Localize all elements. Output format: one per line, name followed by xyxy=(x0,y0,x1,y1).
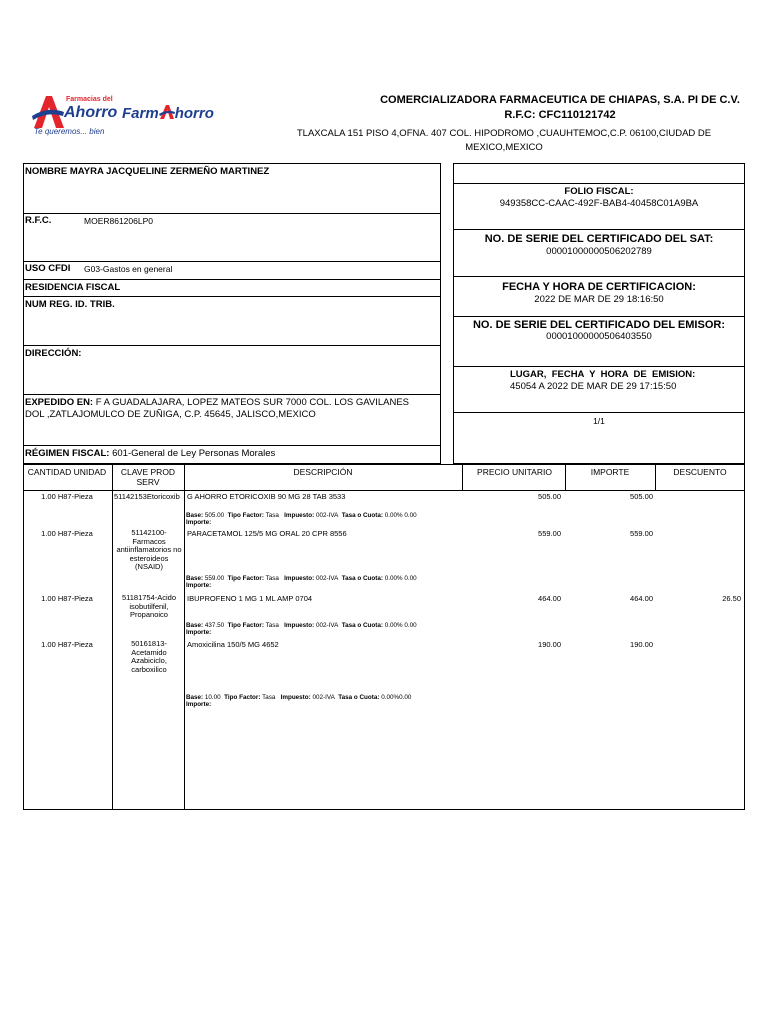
fecha-cert-label: FECHA Y HORA DE CERTIFICACION: xyxy=(502,281,696,293)
cell-importe: 505.00 xyxy=(630,492,653,501)
direccion-label: DIRECCIÓN: xyxy=(25,348,82,359)
cell-cantidad: 1.00 H87-Pieza xyxy=(41,529,93,538)
divider xyxy=(23,445,441,446)
cell-descripcion: IBUPROFENO 1 MG 1 ML AMP 0704 xyxy=(187,594,313,603)
divider xyxy=(23,261,441,262)
divider xyxy=(453,229,745,230)
importe-label: Importe: xyxy=(186,701,212,708)
tasa-label: Tasa o Cuota: xyxy=(341,512,383,519)
cell-clave: 50161813-Acetamido Azabiciclo, carboxilico xyxy=(131,639,167,674)
divider xyxy=(453,183,745,184)
divider xyxy=(23,296,441,297)
tasa-value: 0.00% xyxy=(384,512,403,519)
tipo-value: Tasa xyxy=(265,512,279,519)
tasa-importe-value: 0.00 xyxy=(404,512,417,519)
serie-sat-value: 00001000000506202789 xyxy=(546,246,652,257)
header-cantidad: CANTIDAD UNIDAD xyxy=(27,467,107,477)
cell-descuento: 26.50 xyxy=(722,594,741,603)
col-divider xyxy=(184,464,185,810)
tipo-value: Tasa xyxy=(265,575,279,582)
company-address-line1: TLAXCALA 151 PISO 4,OFNA. 407 COL. HIPODROMO ,CUAUHTEMOC,C.P. 06100,CIUDAD DE xyxy=(296,128,712,139)
divider xyxy=(23,394,441,395)
divider xyxy=(453,276,745,277)
brand2-prefix: Farm xyxy=(122,105,159,122)
header-importe: IMPORTE xyxy=(590,467,630,477)
impuesto-label: Impuesto: xyxy=(280,694,311,701)
tasa-importe-value: 0.00 xyxy=(404,622,417,629)
uso-cfdi-value: G03-Gastos en general xyxy=(84,264,173,274)
regimen-value: 601-General de Ley Personas Morales xyxy=(112,448,276,459)
client-rfc-label: R.F.C. xyxy=(25,215,52,226)
cell-cantidad: 1.00 H87-Pieza xyxy=(41,492,93,501)
serie-sat-label: NO. DE SERIE DEL CERTIFICADO DEL SAT: xyxy=(484,233,714,245)
tasa-importe-value: 0.00 xyxy=(399,694,412,701)
cell-precio: 505.00 xyxy=(538,492,561,501)
tipo-label: Tipo Factor: xyxy=(227,512,264,519)
ahorro-a-icon xyxy=(30,94,66,130)
fecha-cert-value: 2022 DE MAR DE 29 18:16:50 xyxy=(534,294,664,305)
col-divider xyxy=(112,464,113,810)
base-value: 437.50 xyxy=(204,622,225,629)
page-number: 1/1 xyxy=(593,416,605,426)
tax-line xyxy=(186,622,417,629)
serie-emisor-value: 00001000000506403550 xyxy=(546,331,652,342)
logo-farmacias-del-ahorro xyxy=(30,92,118,138)
impuesto-value: 002-IVA xyxy=(315,575,339,582)
cell-importe: 190.00 xyxy=(630,640,653,649)
importe-label: Importe: xyxy=(186,582,212,589)
tax-line xyxy=(186,512,417,519)
cell-descripcion: PARACETAMOL 125/5 MG ORAL 20 CPR 8556 xyxy=(187,529,347,538)
impuesto-label: Impuesto: xyxy=(284,575,315,582)
divider xyxy=(453,412,745,413)
tipo-label: Tipo Factor: xyxy=(224,694,261,701)
regimen-label: RÉGIMEN FISCAL: xyxy=(25,448,110,459)
header-descuento: DESCUENTO xyxy=(673,467,727,477)
tasa-value: 0.00% xyxy=(381,694,400,701)
cell-descripcion: G AHORRO ETORICOXIB 90 MG 28 TAB 3533 xyxy=(187,492,346,501)
tasa-label: Tasa o Cuota: xyxy=(338,694,380,701)
client-name: NOMBRE MAYRA JACQUELINE ZERMEÑO MARTINEZ xyxy=(25,166,270,177)
impuesto-value: 002-IVA xyxy=(312,694,335,701)
tipo-value: Tasa xyxy=(265,622,279,629)
brand-top-text: Farmacias del xyxy=(66,96,113,103)
tax-line xyxy=(186,694,411,701)
cell-importe: 464.00 xyxy=(630,594,653,603)
impuesto-label: Impuesto: xyxy=(284,512,315,519)
cell-clave: 51142153Etoricoxib xyxy=(114,492,180,501)
lugar-emision-value: 45054 A 2022 DE MAR DE 29 17:15:50 xyxy=(510,381,677,392)
header-descripcion: DESCRIPCIÓN xyxy=(293,467,353,477)
table-header-divider xyxy=(23,490,745,491)
brand2-suffix: horro xyxy=(174,105,214,122)
cell-descripcion: Amoxicilina 150/5 MG 4652 xyxy=(187,640,279,649)
header-precio: PRECIO UNITARIO xyxy=(477,467,552,477)
base-label: Base: xyxy=(186,694,204,701)
brand-main-text: Ahorro xyxy=(64,104,118,121)
folio-fiscal-label: FOLIO FISCAL: xyxy=(564,186,634,197)
cell-precio: 464.00 xyxy=(538,594,561,603)
cell-clave: 51181754-Acido isobutilfenil, Propanoico xyxy=(121,593,177,619)
regimen-fiscal xyxy=(25,448,275,459)
base-label: Base: xyxy=(186,512,204,519)
tasa-label: Tasa o Cuota: xyxy=(341,575,383,582)
cell-cantidad: 1.00 H87-Pieza xyxy=(41,594,93,603)
impuesto-label: Impuesto: xyxy=(284,622,315,629)
tasa-value: 0.00% xyxy=(384,622,403,629)
base-value: 559.00 xyxy=(204,575,225,582)
col-divider xyxy=(462,464,463,490)
folio-fiscal-value: 949358CC-CAAC-492F-BAB4-40458C01A9BA xyxy=(499,198,699,209)
impuesto-value: 002-IVA xyxy=(315,512,339,519)
expedido-value-1: F A GUADALAJARA, LOPEZ MATEOS SUR 7000 COL. LOS GAVILANES xyxy=(95,397,410,408)
cell-precio: 190.00 xyxy=(538,640,561,649)
uso-cfdi-label: USO CFDI xyxy=(25,263,71,274)
tasa-value: 0.00% xyxy=(384,575,403,582)
cell-clave: 51142100-Farmacos antiinflamatorios no esteroideos (NSAID) xyxy=(116,528,182,571)
base-value: 505.00 xyxy=(204,512,225,519)
divider xyxy=(453,366,745,367)
divider xyxy=(23,213,441,214)
tax-line xyxy=(186,575,417,582)
tipo-label: Tipo Factor: xyxy=(227,622,264,629)
serie-emisor-label: NO. DE SERIE DEL CERTIFICADO DEL EMISOR: xyxy=(472,319,725,331)
cell-importe: 559.00 xyxy=(630,529,653,538)
logo-farmahorro xyxy=(122,104,218,126)
client-rfc-value: MOER861206LP0 xyxy=(84,216,153,226)
num-reg-label: NUM REG. ID. TRIB. xyxy=(25,299,115,310)
base-value: 10.00 xyxy=(204,694,221,701)
expedido-line1 xyxy=(25,397,409,408)
tipo-label: Tipo Factor: xyxy=(227,575,264,582)
company-name: COMERCIALIZADORA FARMACEUTICA DE CHIAPAS, S.A. PI DE C.V. xyxy=(380,94,740,106)
cell-precio: 559.00 xyxy=(538,529,561,538)
company-rfc: R.F.C: CFC110121742 xyxy=(504,109,616,121)
company-address-line2: MEXICO,MEXICO xyxy=(465,142,543,153)
tasa-importe-value: 0.00 xyxy=(404,575,417,582)
divider xyxy=(453,316,745,317)
expedido-line2: DOL ,ZATLAJOMULCO DE ZUÑIGA, C.P. 45645, JALISCO,MEXICO xyxy=(25,409,316,420)
slogan-text: Te queremos... bien xyxy=(34,127,105,136)
cell-cantidad: 1.00 H87-Pieza xyxy=(41,640,93,649)
divider xyxy=(23,345,441,346)
header-clave: CLAVE PROD SERV xyxy=(120,467,176,487)
residencia-fiscal-label: RESIDENCIA FISCAL xyxy=(25,282,121,293)
tipo-value: Tasa xyxy=(262,694,276,701)
importe-label: Importe: xyxy=(186,519,212,526)
expedido-label: EXPEDIDO EN: xyxy=(25,397,94,408)
importe-label: Importe: xyxy=(186,629,212,636)
tasa-label: Tasa o Cuota: xyxy=(341,622,383,629)
lugar-emision-label: LUGAR, FECHA Y HORA DE EMISION: xyxy=(510,369,696,380)
base-label: Base: xyxy=(186,622,204,629)
divider xyxy=(23,279,441,280)
brand2-a-icon xyxy=(159,104,175,120)
base-label: Base: xyxy=(186,575,204,582)
impuesto-value: 002-IVA xyxy=(315,622,339,629)
